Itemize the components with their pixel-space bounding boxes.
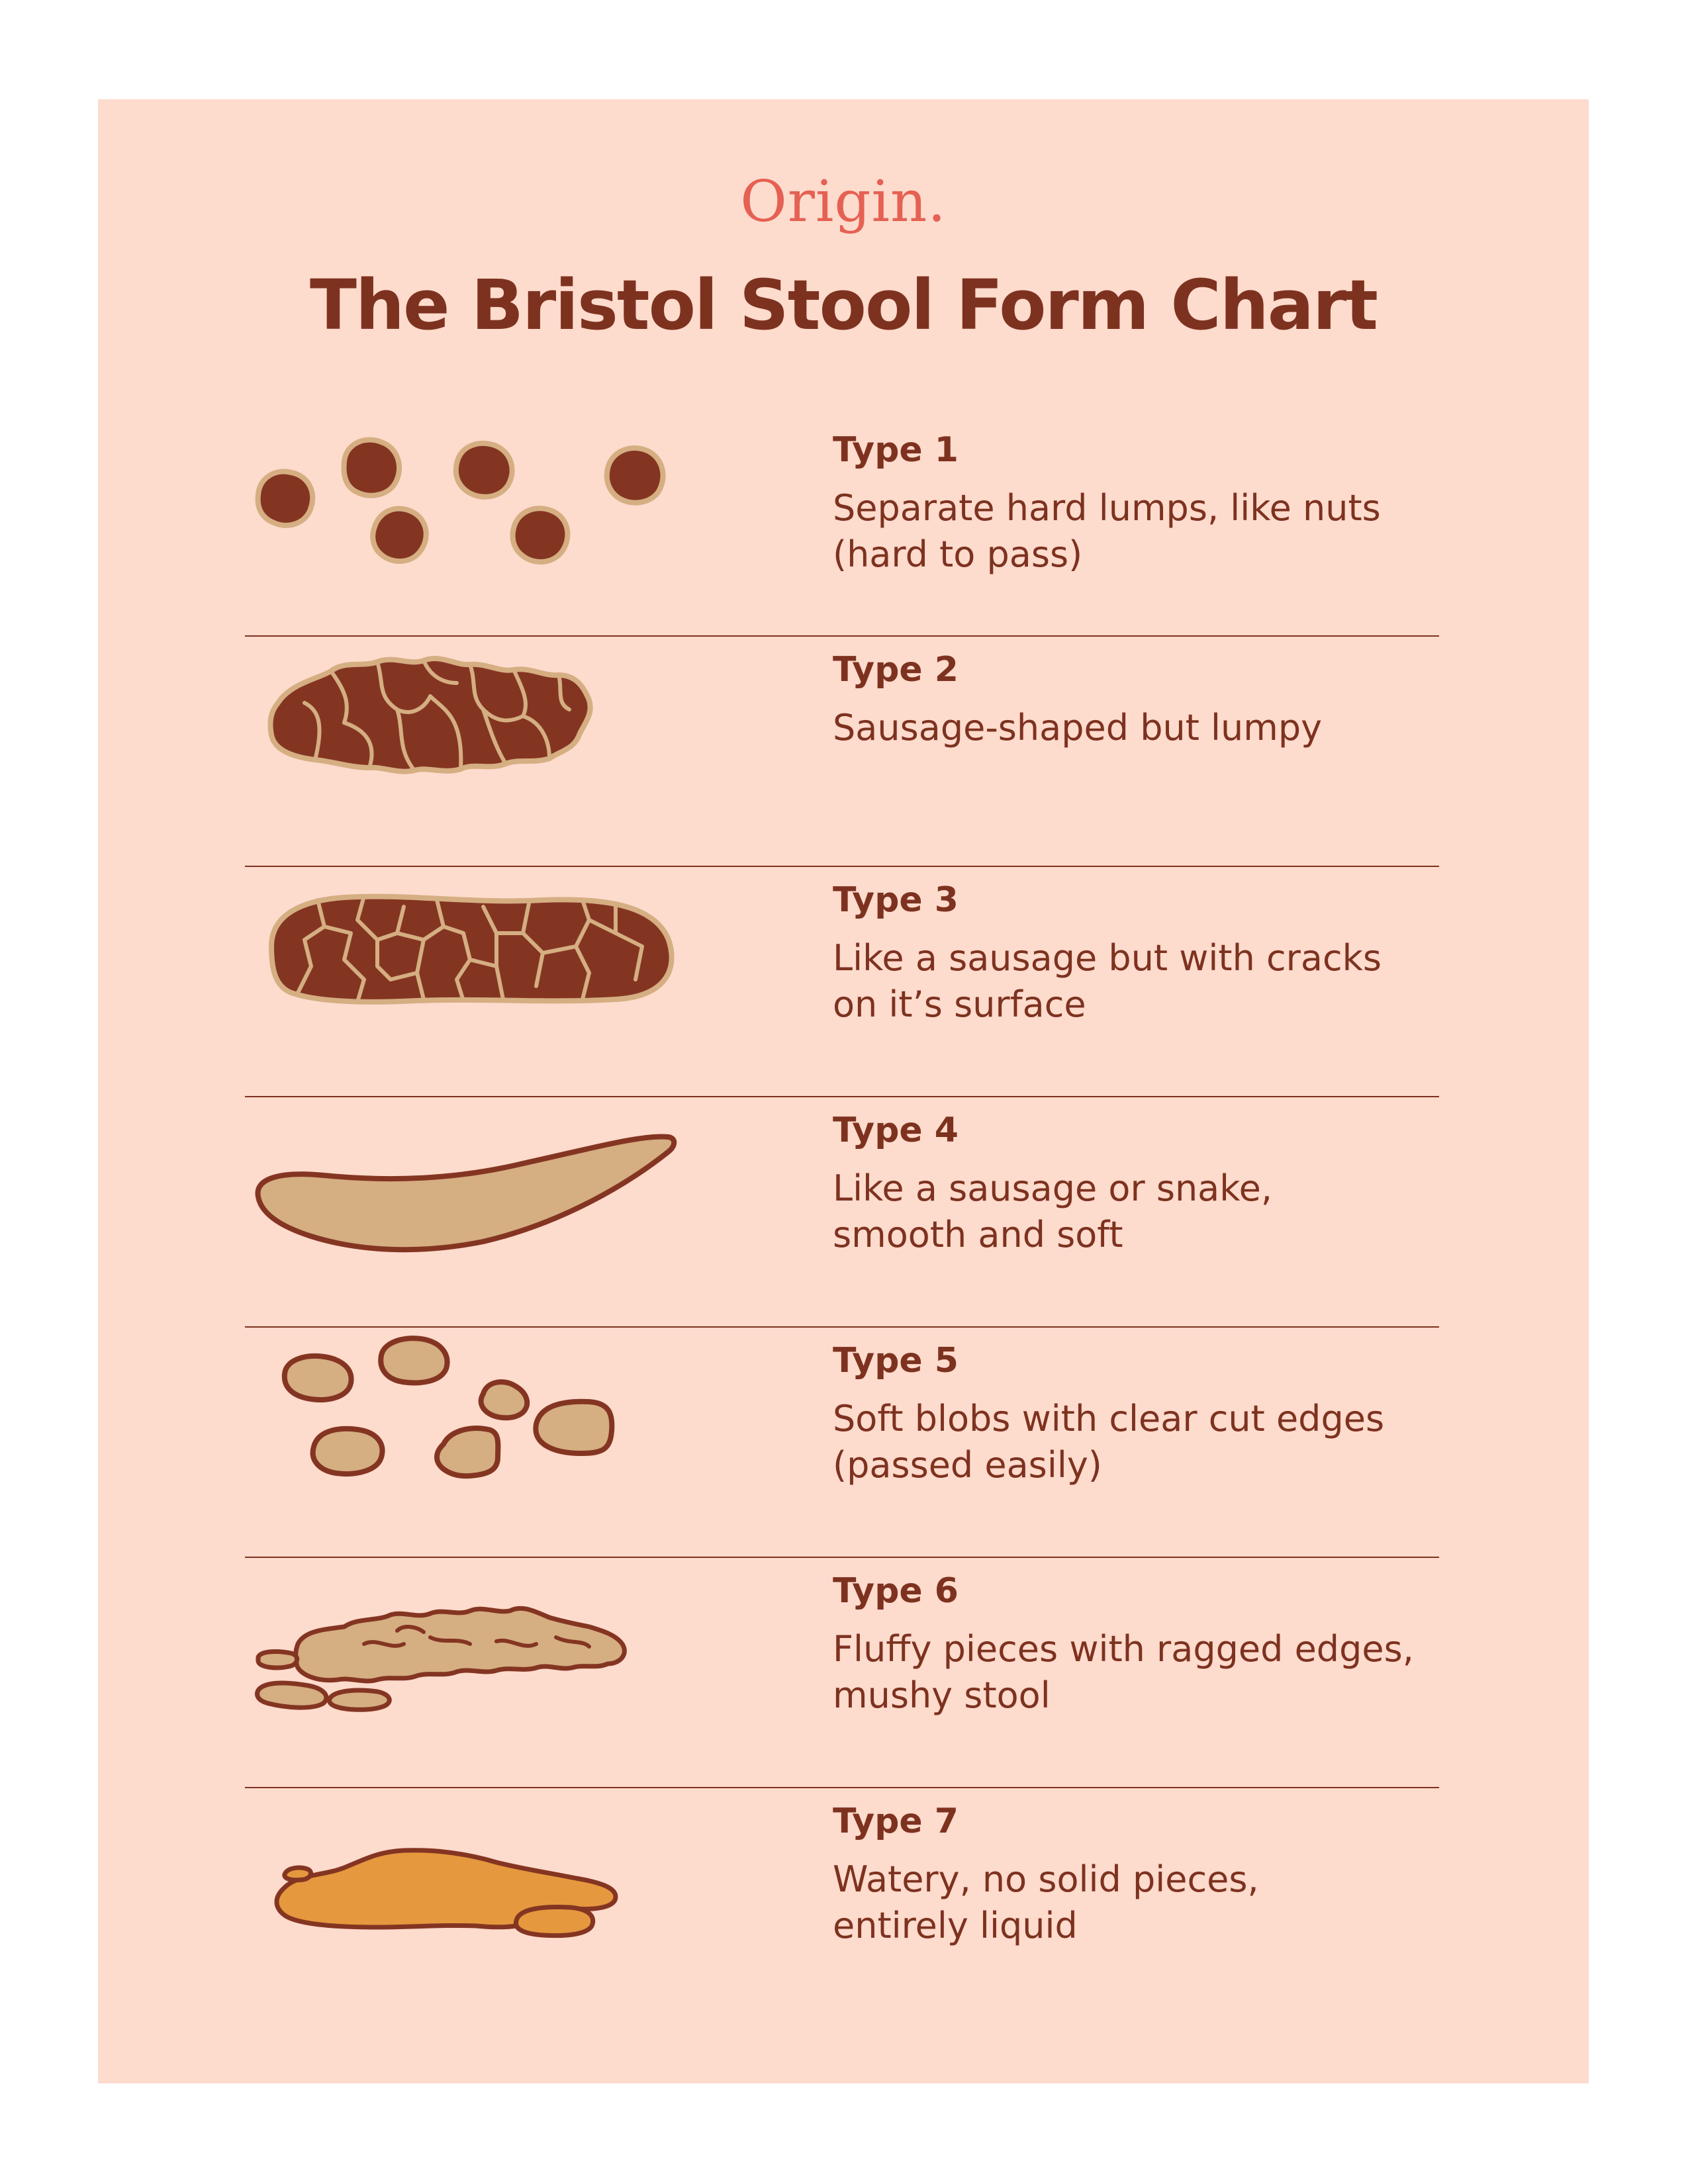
type-row-5 xyxy=(245,1328,1439,1557)
type-description: Sausage-shaped but lumpy xyxy=(833,707,1323,749)
page-title: The Bristol Stool Form Chart xyxy=(310,265,1377,345)
type-description: Watery, no solid pieces, entirely liquid xyxy=(833,1858,1259,1946)
type-description: Soft blobs with clear cut edges (passed easily) xyxy=(833,1398,1385,1486)
fluffy-pieces-icon xyxy=(245,1558,722,1783)
type-label: Type 6 xyxy=(833,1571,959,1611)
type-label: Type 1 xyxy=(833,430,959,470)
type-row-3 xyxy=(245,867,1439,1096)
type-row-1 xyxy=(245,417,1439,635)
type-description: Separate hard lumps, like nuts (hard to pass) xyxy=(833,487,1381,575)
type-label: Type 3 xyxy=(833,880,959,920)
brand-logo: Origin. xyxy=(740,169,947,235)
type-row-6 xyxy=(245,1558,1439,1787)
type-label: Type 4 xyxy=(833,1111,959,1150)
soft-blobs-icon xyxy=(245,1328,722,1553)
type-description: Fluffy pieces with ragged edges, mushy stool xyxy=(833,1628,1414,1716)
type-label: Type 5 xyxy=(833,1341,959,1381)
type-label: Type 7 xyxy=(833,1801,959,1841)
hard-lumps-icon xyxy=(245,417,722,642)
type-row-2 xyxy=(245,637,1439,866)
chart-card xyxy=(98,99,1589,2083)
smooth-snake-icon xyxy=(245,1097,722,1322)
lumpy-sausage-icon xyxy=(245,637,722,862)
type-description: Like a sausage or snake, smooth and soft xyxy=(833,1167,1273,1255)
type-label: Type 2 xyxy=(833,650,959,690)
watery-liquid-icon xyxy=(245,1788,722,2013)
type-description: Like a sausage but with cracks on it’s surface xyxy=(833,937,1382,1025)
type-row-4 xyxy=(245,1097,1439,1326)
type-row-7 xyxy=(245,1788,1439,2017)
cracked-sausage-icon xyxy=(245,867,722,1092)
